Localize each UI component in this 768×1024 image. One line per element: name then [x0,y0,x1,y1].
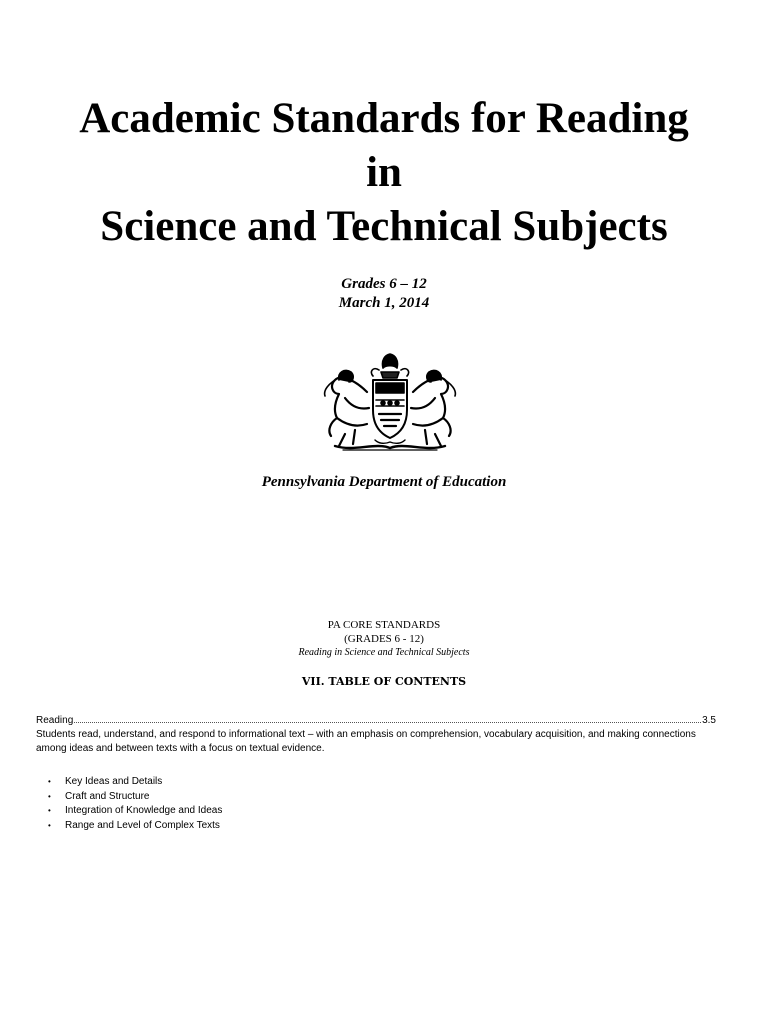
toc-entry-code: 3.5 [702,715,716,726]
core-standards-block [0,618,768,660]
core-standards-line: PA CORE STANDARDS [327,619,441,631]
subject-line: Reading in Science and Technical Subjects [298,647,470,658]
list-item: • Integration of Knowledge and Ideas [48,804,716,819]
toc-heading: VII. TABLE OF CONTENTS [301,675,467,688]
grades-range-line: (GRADES 6 - 12) [344,633,424,645]
toc-entry-reading[interactable] [36,714,716,728]
toc-bullet-list [36,775,716,833]
title-line-1: Academic Standards for Reading [79,95,689,142]
coat-of-arms-icon [315,350,465,456]
title-line-2: in [366,149,402,196]
table-of-contents [36,714,716,833]
toc-leader-dots [74,721,701,723]
list-item: • Key Ideas and Details [48,775,716,790]
list-item: • Range and Level of Complex Texts [48,819,716,834]
list-item: • Craft and Structure [48,790,716,805]
document-title [0,92,768,254]
grades-text: Grades 6 – 12 [341,276,427,292]
toc-entry-description: Students read, understand, and respond to informational text – with an emphasis on comprehension, vocabulary acquisition, and making connections among ideas and between texts with a focus on textual evidence. [36,729,696,754]
date-text: March 1, 2014 [338,295,430,311]
document-subtitle [0,275,768,313]
toc-entry-label: Reading [36,715,74,726]
title-line-3: Science and Technical Subjects [100,203,668,250]
department-name: Pennsylvania Department of Education [261,474,507,490]
